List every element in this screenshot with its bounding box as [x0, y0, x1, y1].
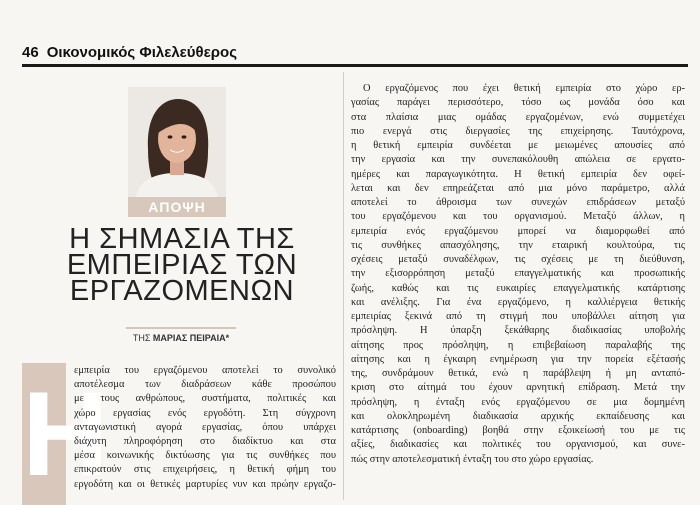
byline-prefix: ΤΗΣ	[132, 333, 151, 343]
text-line: πιο ενεργά στις διεργασίες της επιχείρησης. Ταυτόχρονα,	[351, 125, 685, 137]
byline-rule	[126, 327, 236, 329]
text-line: και ολοκληρωμένη διαδικασία αρχικής εκπαίδευσης και	[351, 410, 685, 422]
right-column-text	[351, 82, 685, 467]
text-line: κριση στο αίτημά του έχουν αρνητική επίδραση. Μετά την	[351, 382, 685, 394]
text-line: πρόσληψη, η ένταξη ενός εργαζόμενου σε μια δομημένη	[351, 396, 685, 408]
author-portrait	[128, 87, 226, 197]
text-line: μέσα κοινωνικής δικτύωσης για τις συνθήκες που	[74, 450, 336, 462]
text-line: εμπειρία ενός εργαζόμενου μπορεί να διαμορφωθεί από	[351, 225, 685, 237]
text-line: αίτησης προς πρόσληψη, η επιβεβαίωση παραλαβής της	[351, 339, 685, 351]
text-line: αίτησης και η έγκαιρη ενημέρωση για την πορεία εξέτασής	[351, 353, 685, 365]
text-line: πώς στην αποτελεσματική ένταξη του στο χώρο εργασίας.	[351, 453, 594, 465]
text-line: στα πλαίσια μιας ομάδας εργαζομένων, ενώ συμμετέχει	[351, 111, 685, 123]
text-line: με τους ανθρώπους, συστήματα, πολιτικές και	[74, 393, 336, 405]
header-rule	[22, 64, 688, 67]
article-headline	[22, 223, 342, 307]
text-line: ημέρες και παραγωγικότητα. Η θετική εμπειρία δεν οφεί-	[351, 168, 685, 180]
text-line: σχέσεις μεταξύ συναδέλφων, τις σχέσεις με τη διεύθυνση,	[351, 254, 685, 265]
text-line: πρόσληψη. Η ύπαρξη ξεκάθαρης διαδικασίας υποβολής	[351, 325, 685, 337]
headline-line: Η ΣΗΜΑΣΙΑ ΤΗΣ	[69, 223, 295, 255]
text-line: εμπειρίας ξεκινά από τη στιγμή που υποβάλλει αίτηση για	[351, 311, 685, 322]
text-line: εμπειρία του εργαζόμενου αποτελεί το συνολικό	[74, 365, 336, 376]
byline-block	[126, 327, 236, 343]
text-line: Ο εργαζόμενος που έχει θετική εμπειρία στο χώρο ερ-	[363, 83, 685, 94]
text-line: τις συνθήκες απασχόλησης, την εταιρική κουλτούρα, τις	[351, 239, 685, 251]
section-label: ΑΠΟΨΗ	[128, 197, 226, 217]
text-line: η θετική εμπειρία συνδέεται με μειωμένες απουσίες από	[351, 140, 685, 151]
byline	[126, 333, 236, 343]
text-line: του εργαζόμενου και του οργανισμού. Μεταξύ άλλων, η	[351, 211, 685, 223]
text-line: αποτέλεσμα των διαδράσεων κάθε προσώπου	[74, 379, 336, 391]
text-line: ανταγωνιστική αγορά εργασίας, όπου υπάρχει	[74, 421, 336, 433]
page-header	[22, 44, 237, 61]
author-portrait-illustration	[128, 87, 226, 197]
headline-line: ΕΡΓΑΖΟΜΕΝΩΝ	[69, 275, 295, 307]
page-number: 46	[22, 44, 39, 61]
text-line: διάχυτη πληροφόρηση στο διαδίκτυο και στα	[74, 436, 336, 448]
text-line: επικρατούν στις επιχειρήσεις, η θετική φήμη του	[74, 464, 336, 476]
column-divider	[343, 72, 344, 500]
text-line: αποτελεί το άθροισμα των συνεχών επιδράσεων μεταξύ	[351, 197, 685, 208]
text-line: λεται και δεν επηρεάζεται από μια μόνο παράμετρο, αλλά	[351, 182, 685, 194]
text-line: αξίες, διαδικασίες και πολιτικές του οργανισμού, και συνε-	[351, 439, 685, 451]
text-line: την εργασία και την συνεπακόλουθη απώλεια σε εργατο-	[351, 154, 685, 166]
text-line: γασίας παράγει περισσότερο, τόσο ως μονάδα όσο και	[351, 97, 685, 109]
text-line: κατάρτισης (onboarding) βοηθά στην εξοικείωσή του με τις	[351, 425, 685, 436]
byline-author: ΜΑΡΙΑΣ ΠΕΙΡΑΙΑ*	[152, 333, 230, 343]
text-line: ζωής, καθώς και τις ευκαιρίες επαγγελματικής κατάρτισης	[351, 282, 685, 294]
drop-cap: Η	[22, 363, 66, 505]
publication-name: Οικονομικός Φιλελεύθερος	[46, 44, 237, 61]
text-line: και ανέλιξης. Για ένα εργαζόμενο, η καλλιέργεια θετικής	[351, 296, 685, 308]
text-line: της, συνδράμουν θετικά, ενώ η παράβλεψη ή μη ανταπό-	[351, 368, 685, 379]
text-line: χώρο εργασίας ενός εργοδότη. Στη σύγχρονη	[74, 407, 336, 419]
headline-line: ΕΜΠΕΙΡΙΑΣ ΤΩΝ	[66, 249, 298, 281]
left-column-text	[74, 364, 336, 492]
text-line: εργοδότη και οι θετικές μαρτυρίες νυν και πρώην εργαζο-	[74, 478, 336, 490]
text-line: την εξισορρόπηση μεταξύ επαγγελματικής και προσωπικής	[351, 268, 685, 280]
